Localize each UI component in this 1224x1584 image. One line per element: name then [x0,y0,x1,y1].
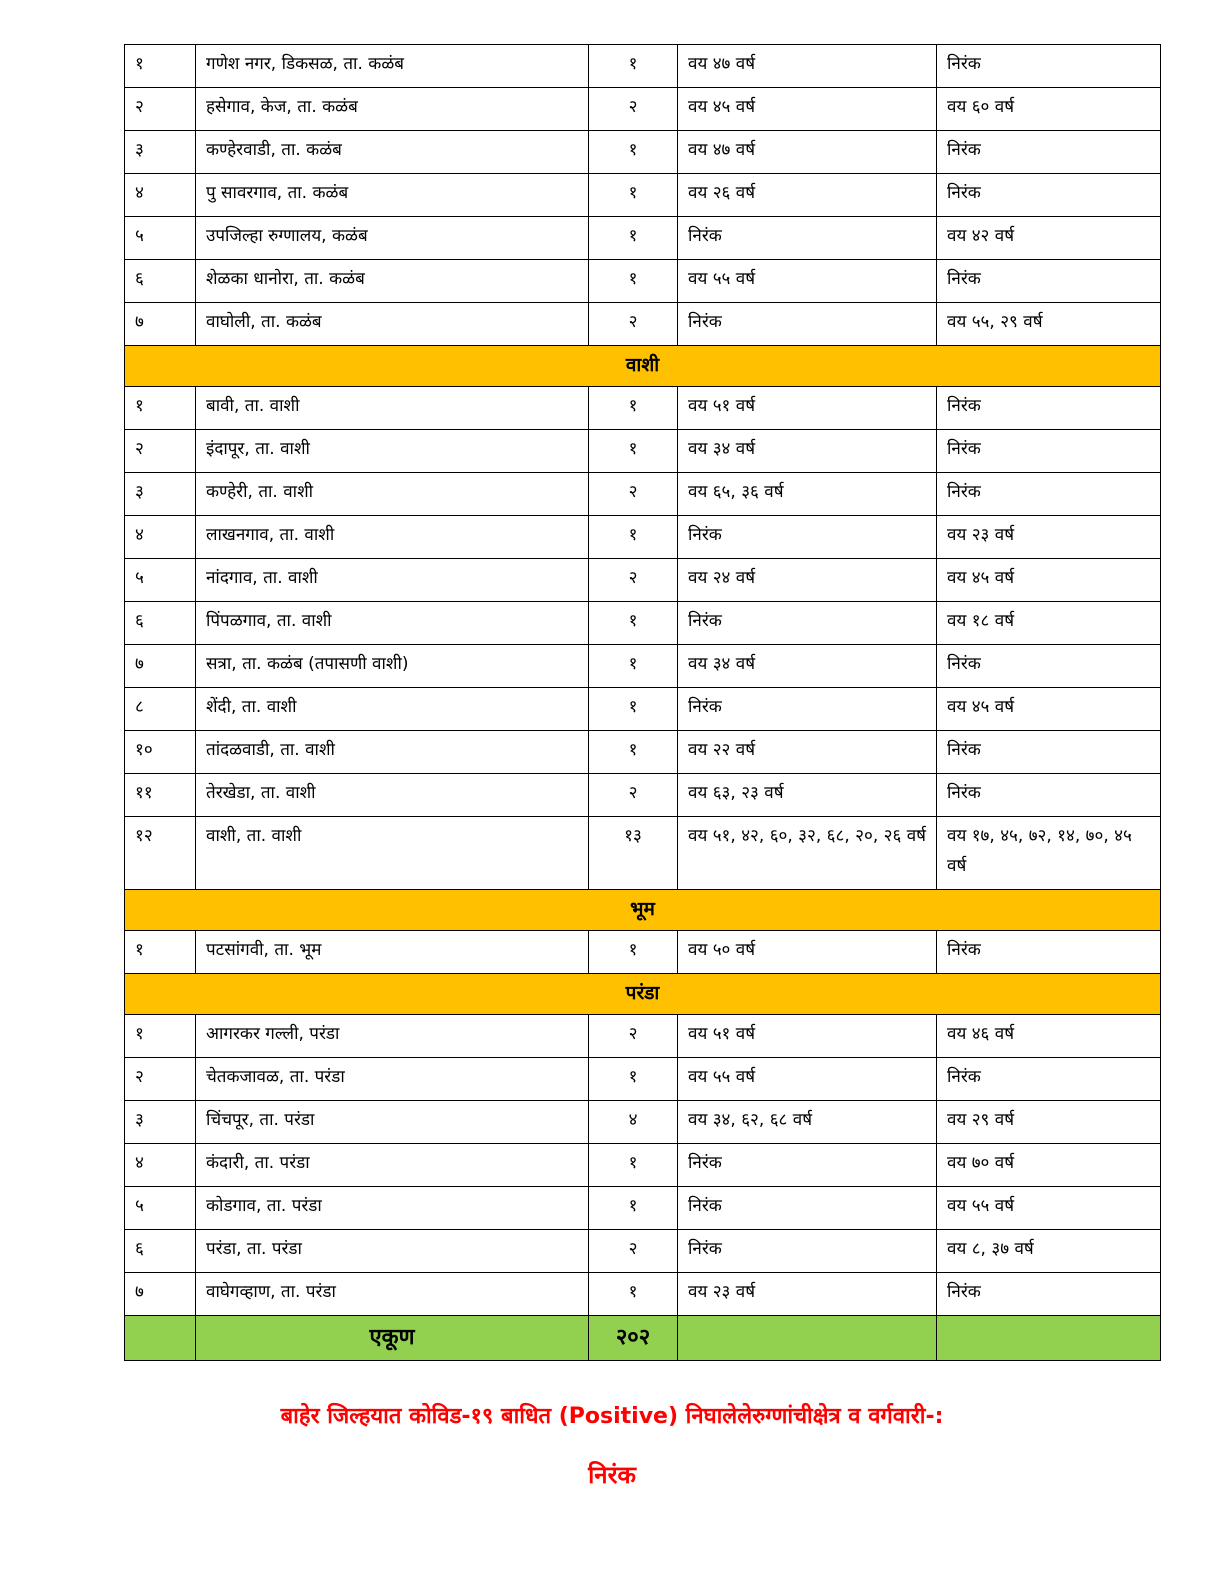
location-cell: बावी, ता. वाशी [196,387,589,430]
cases-table [124,44,1161,1361]
table-row [125,1187,1161,1230]
location-cell: इंदापूर, ता. वाशी [196,430,589,473]
serial-cell: १ [125,931,196,974]
count-cell: १ [589,387,678,430]
serial-cell: ८ [125,688,196,731]
location-cell: तांदळवाडी, ता. वाशी [196,731,589,774]
table-row [125,774,1161,817]
table-row [125,931,1161,974]
female-cell: निरंक [937,774,1161,817]
total-empty-cell [678,1316,937,1361]
female-cell: निरंक [937,731,1161,774]
serial-cell: ४ [125,516,196,559]
male-cell: वय २२ वर्ष [678,731,937,774]
male-cell: वय ५० वर्ष [678,931,937,974]
location-cell: लाखनगाव, ता. वाशी [196,516,589,559]
female-cell: निरंक [937,1058,1161,1101]
serial-cell: ४ [125,174,196,217]
male-cell: निरंक [678,516,937,559]
male-cell: वय ३४, ६२, ६८ वर्ष [678,1101,937,1144]
serial-cell: ३ [125,131,196,174]
female-cell: वय ४५ वर्ष [937,559,1161,602]
table-row [125,174,1161,217]
male-cell: निरंक [678,303,937,346]
male-cell: वय ५५ वर्ष [678,1058,937,1101]
count-cell: १ [589,1273,678,1316]
female-cell: निरंक [937,1273,1161,1316]
serial-cell: २ [125,88,196,131]
female-cell: वय ५५, २९ वर्ष [937,303,1161,346]
serial-cell: २ [125,430,196,473]
table-row [125,387,1161,430]
male-cell: वय ६५, ३६ वर्ष [678,473,937,516]
male-cell: वय ५१, ४२, ६०, ३२, ६८, २०, २६ वर्ष [678,817,937,890]
location-cell: वाघेगव्हाण, ता. परंडा [196,1273,589,1316]
serial-cell: ३ [125,1101,196,1144]
serial-cell: ५ [125,1187,196,1230]
location-cell: नांदगाव, ता. वाशी [196,559,589,602]
table-row [125,1230,1161,1273]
location-cell: शेळका धानोरा, ता. कळंब [196,260,589,303]
serial-cell: १२ [125,817,196,890]
male-cell: निरंक [678,1144,937,1187]
male-cell: वय ४५ वर्ष [678,88,937,131]
count-cell: १ [589,260,678,303]
serial-cell: ३ [125,473,196,516]
location-cell: चिंचपूर, ता. परंडा [196,1101,589,1144]
table-row [125,559,1161,602]
male-cell: निरंक [678,1187,937,1230]
location-cell: तेरखेडा, ता. वाशी [196,774,589,817]
count-cell: १ [589,645,678,688]
section-title: वाशी [125,346,1161,387]
serial-cell: ५ [125,217,196,260]
serial-cell: ११ [125,774,196,817]
serial-cell: ६ [125,260,196,303]
count-cell: १ [589,602,678,645]
serial-cell: ६ [125,602,196,645]
table-row [125,1058,1161,1101]
count-cell: २ [589,1015,678,1058]
location-cell: कोडगाव, ता. परंडा [196,1187,589,1230]
count-cell: १ [589,731,678,774]
location-cell: आगरकर गल्ली, परंडा [196,1015,589,1058]
male-cell: निरंक [678,688,937,731]
female-cell: वय ५५ वर्ष [937,1187,1161,1230]
female-cell: वय २९ वर्ष [937,1101,1161,1144]
total-empty-cell [937,1316,1161,1361]
count-cell: १ [589,174,678,217]
table-row [125,645,1161,688]
male-cell: निरंक [678,1230,937,1273]
location-cell: पिंपळगाव, ता. वाशी [196,602,589,645]
location-cell: कण्हेरी, ता. वाशी [196,473,589,516]
female-cell: वय १८ वर्ष [937,602,1161,645]
table-row [125,217,1161,260]
location-cell: पटसांगवी, ता. भूम [196,931,589,974]
section-title: भूम [125,890,1161,931]
total-value: २०२ [589,1316,678,1361]
count-cell: २ [589,473,678,516]
location-cell: कंदारी, ता. परंडा [196,1144,589,1187]
serial-cell: २ [125,1058,196,1101]
cases-table-body [125,45,1161,1361]
count-cell: २ [589,88,678,131]
section-header-row [125,974,1161,1015]
male-cell: वय ४७ वर्ष [678,45,937,88]
location-cell: शेंदी, ता. वाशी [196,688,589,731]
count-cell: २ [589,559,678,602]
section-title: परंडा [125,974,1161,1015]
male-cell: निरंक [678,217,937,260]
serial-cell: ५ [125,559,196,602]
table-row [125,430,1161,473]
count-cell: १३ [589,817,678,890]
serial-cell: ७ [125,1273,196,1316]
male-cell: वय ५५ वर्ष [678,260,937,303]
table-row [125,473,1161,516]
female-cell: निरंक [937,174,1161,217]
count-cell: २ [589,774,678,817]
table-row [125,1015,1161,1058]
location-cell: चेतकजावळ, ता. परंडा [196,1058,589,1101]
male-cell: निरंक [678,602,937,645]
total-empty-cell [125,1316,196,1361]
female-cell: निरंक [937,387,1161,430]
table-row [125,688,1161,731]
serial-cell: ७ [125,303,196,346]
outside-district-heading: बाहेर जिल्हयात कोविड-१९ बाधित (Positive) निघालेलेरुग्णांचीक्षेत्र व वर्गवारी-: [280,1404,944,1429]
section-header-row [125,346,1161,387]
count-cell: १ [589,131,678,174]
female-cell: वय ७० वर्ष [937,1144,1161,1187]
female-cell: वय ६० वर्ष [937,88,1161,131]
location-cell: वाशी, ता. वाशी [196,817,589,890]
serial-cell: १ [125,1015,196,1058]
female-cell: निरंक [937,645,1161,688]
count-cell: १ [589,931,678,974]
total-row [125,1316,1161,1361]
female-cell: निरंक [937,473,1161,516]
table-row [125,1144,1161,1187]
serial-cell: १० [125,731,196,774]
count-cell: १ [589,688,678,731]
female-cell: निरंक [937,131,1161,174]
total-label: एकूण [196,1316,589,1361]
section-header-row [125,890,1161,931]
table-row [125,817,1161,890]
female-cell: वय ४६ वर्ष [937,1015,1161,1058]
location-cell: हसेगाव, केज, ता. कळंब [196,88,589,131]
female-cell: निरंक [937,430,1161,473]
table-row [125,731,1161,774]
table-row [125,260,1161,303]
outside-district-value: निरंक [588,1461,636,1489]
serial-cell: १ [125,387,196,430]
female-cell: वय ४२ वर्ष [937,217,1161,260]
female-cell: निरंक [937,260,1161,303]
table-row [125,516,1161,559]
male-cell: वय ५१ वर्ष [678,387,937,430]
location-cell: कण्हेरवाडी, ता. कळंब [196,131,589,174]
male-cell: वय ५१ वर्ष [678,1015,937,1058]
count-cell: १ [589,1058,678,1101]
count-cell: १ [589,1144,678,1187]
count-cell: १ [589,430,678,473]
count-cell: १ [589,217,678,260]
table-row [125,1101,1161,1144]
male-cell: वय २३ वर्ष [678,1273,937,1316]
table-row [125,602,1161,645]
count-cell: १ [589,45,678,88]
location-cell: पु सावरगाव, ता. कळंब [196,174,589,217]
male-cell: वय ३४ वर्ष [678,430,937,473]
table-row [125,131,1161,174]
table-row [125,303,1161,346]
table-row [125,88,1161,131]
male-cell: वय ४७ वर्ष [678,131,937,174]
female-cell: वय ४५ वर्ष [937,688,1161,731]
male-cell: वय २६ वर्ष [678,174,937,217]
female-cell: वय ८, ३७ वर्ष [937,1230,1161,1273]
serial-cell: ६ [125,1230,196,1273]
count-cell: १ [589,516,678,559]
female-cell: निरंक [937,931,1161,974]
table-row [125,45,1161,88]
location-cell: वाघोली, ता. कळंब [196,303,589,346]
serial-cell: १ [125,45,196,88]
count-cell: २ [589,303,678,346]
male-cell: वय ३४ वर्ष [678,645,937,688]
serial-cell: ४ [125,1144,196,1187]
count-cell: २ [589,1230,678,1273]
location-cell: सत्रा, ता. कळंब (तपासणी वाशी) [196,645,589,688]
female-cell: वय २३ वर्ष [937,516,1161,559]
table-row [125,1273,1161,1316]
female-cell: निरंक [937,45,1161,88]
location-cell: गणेश नगर, डिकसळ, ता. कळंब [196,45,589,88]
serial-cell: ७ [125,645,196,688]
count-cell: १ [589,1187,678,1230]
location-cell: परंडा, ता. परंडा [196,1230,589,1273]
male-cell: वय २४ वर्ष [678,559,937,602]
female-cell: वय १७, ४५, ७२, १४, ७०, ४५ वर्ष [937,817,1161,890]
location-cell: उपजिल्हा रुग्णालय, कळंब [196,217,589,260]
count-cell: ४ [589,1101,678,1144]
male-cell: वय ६३, २३ वर्ष [678,774,937,817]
